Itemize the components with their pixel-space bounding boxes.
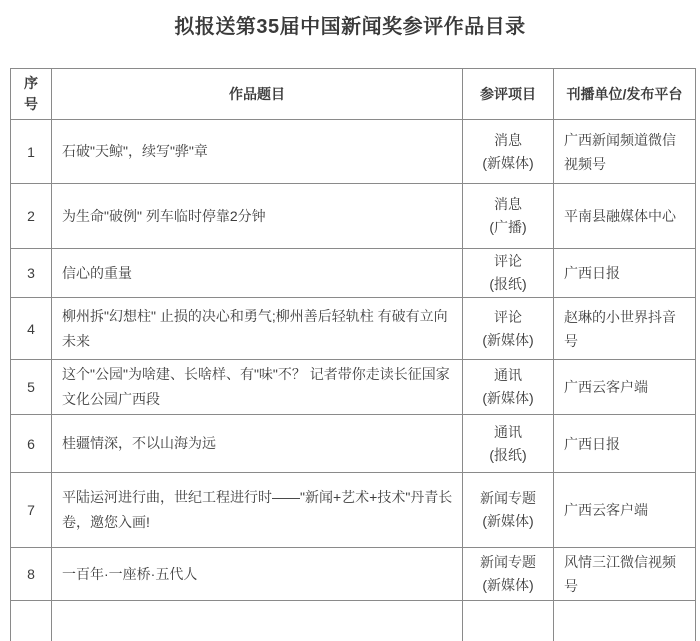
cell-work-title: 一百年·一座桥·五代人 bbox=[52, 548, 463, 601]
cell-publishing-platform: 广西云客户端 bbox=[554, 473, 696, 548]
cell-entry-category bbox=[463, 249, 554, 298]
cell-publishing-platform: 赵琳的小世界抖音号 bbox=[554, 298, 696, 360]
cell-serial-number: 6 bbox=[11, 415, 52, 473]
cell-entry-category bbox=[463, 473, 554, 548]
cell-serial-number: 8 bbox=[11, 548, 52, 601]
entry-category-medium: (报纸) bbox=[489, 446, 527, 463]
column-header-work-title: 作品题目 bbox=[52, 69, 463, 120]
cell-publishing-platform bbox=[554, 601, 696, 641]
cell-work-title: 信心的重量 bbox=[52, 249, 463, 298]
cell-work-title: 这个"公园"为啥建、长啥样、有"味"不？ 记者带你走读长征国家文化公园广西段 bbox=[52, 360, 463, 415]
page-title: 拟报送第35届中国新闻奖参评作品目录 bbox=[174, 16, 526, 38]
cell-serial-number: 5 bbox=[11, 360, 52, 415]
cell-serial-number: 4 bbox=[11, 298, 52, 360]
cell-work-title: 为生命"破例" 列车临时停靠2分钟 bbox=[52, 184, 463, 249]
cell-work-title bbox=[52, 601, 463, 641]
cell-publishing-platform: 广西日报 bbox=[554, 415, 696, 473]
entry-category-medium: (新媒体) bbox=[482, 331, 534, 348]
entry-category-medium: (新媒体) bbox=[482, 154, 534, 171]
cell-work-title: 桂疆情深，不以山海为远 bbox=[52, 415, 463, 473]
document-page bbox=[0, 14, 700, 614]
column-header-serial-number bbox=[11, 69, 52, 120]
cell-entry-category bbox=[463, 415, 554, 473]
column-header-entry-category: 参评项目 bbox=[463, 69, 554, 120]
entry-category-type: 新闻专题 bbox=[480, 554, 536, 570]
works-table-body bbox=[11, 120, 696, 641]
cell-entry-category bbox=[463, 360, 554, 415]
entry-category-medium: (新媒体) bbox=[482, 513, 534, 529]
table-row bbox=[11, 184, 696, 249]
entry-category-medium: (广播) bbox=[489, 219, 527, 235]
table-row bbox=[11, 548, 696, 601]
table-row bbox=[11, 473, 696, 548]
table-row bbox=[11, 360, 696, 415]
cell-serial-number bbox=[11, 601, 52, 641]
column-header-publishing-platform: 刊播单位/发布平台 bbox=[554, 69, 696, 120]
entry-category-type: 通讯 bbox=[494, 423, 522, 440]
cell-publishing-platform: 风情三江微信视频号 bbox=[554, 548, 696, 601]
cell-entry-category bbox=[463, 120, 554, 184]
cell-publishing-platform: 广西云客户端 bbox=[554, 360, 696, 415]
entry-category-medium: (新媒体) bbox=[482, 390, 534, 406]
entry-category-type: 消息 bbox=[494, 131, 522, 148]
cell-entry-category bbox=[463, 298, 554, 360]
cell-entry-category bbox=[463, 601, 554, 641]
cell-serial-number: 1 bbox=[11, 120, 52, 184]
cell-entry-category bbox=[463, 548, 554, 601]
table-row bbox=[11, 120, 696, 184]
column-header-serial-number-label: 序号 bbox=[24, 75, 38, 112]
entry-category-type: 评论 bbox=[494, 253, 522, 269]
cell-entry-category bbox=[463, 184, 554, 249]
table-row bbox=[11, 415, 696, 473]
entry-category-type: 消息 bbox=[494, 196, 522, 212]
table-row bbox=[11, 249, 696, 298]
table-row bbox=[11, 298, 696, 360]
cell-serial-number: 7 bbox=[11, 473, 52, 548]
table-row-partial bbox=[11, 601, 696, 641]
entry-category-type: 评论 bbox=[494, 308, 522, 325]
cell-publishing-platform: 广西新闻频道微信视频号 bbox=[554, 120, 696, 184]
cell-serial-number: 3 bbox=[11, 249, 52, 298]
cell-work-title: 柳州拆"幻想柱" 止损的决心和勇气;柳州善后轻轨柱 有破有立向未来 bbox=[52, 298, 463, 360]
cell-publishing-platform: 平南县融媒体中心 bbox=[554, 184, 696, 249]
cell-work-title: 平陆运河进行曲，世纪工程进行时——"新闻+艺术+技术"丹青长卷，邀您入画! bbox=[52, 473, 463, 548]
cell-work-title: 石破"天鲸"，续写"骅"章 bbox=[52, 120, 463, 184]
works-table bbox=[10, 68, 696, 641]
entry-category-medium: (新媒体) bbox=[482, 577, 534, 593]
cell-serial-number: 2 bbox=[11, 184, 52, 249]
entry-category-medium: (报纸) bbox=[489, 276, 527, 292]
cell-publishing-platform: 广西日报 bbox=[554, 249, 696, 298]
entry-category-type: 新闻专题 bbox=[480, 490, 536, 506]
table-header-row bbox=[11, 69, 696, 120]
entry-category-type: 通讯 bbox=[494, 367, 522, 383]
